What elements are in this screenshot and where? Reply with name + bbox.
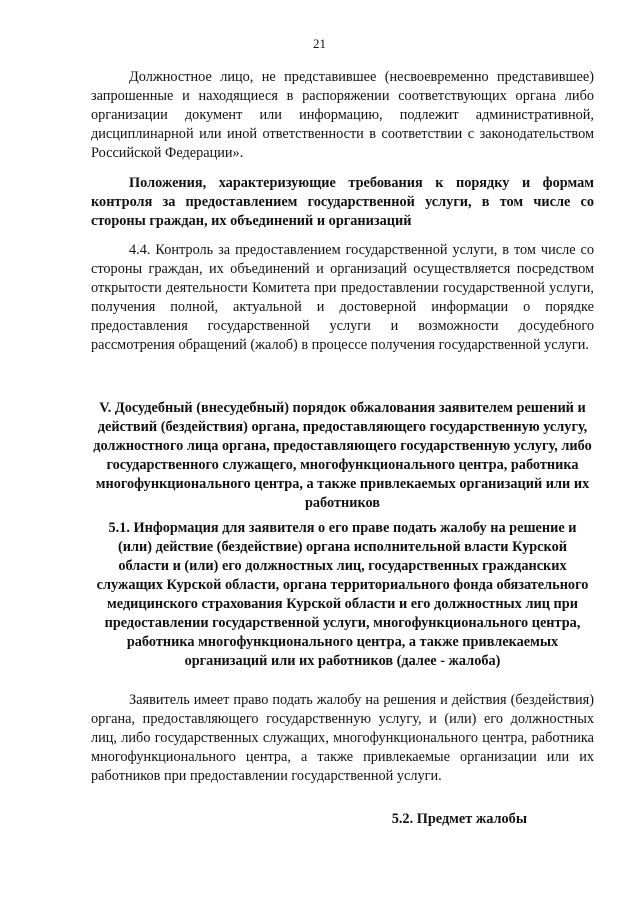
paragraph-4-4-control: 4.4. Контроль за предоставлением государственной услуги, в том числе со стороны граждан, их объединений и организаций осуществляется посредством открытости деятельности Комитета при предоставлении государственной услуги, получения полной, актуальной и достоверной информации о порядке предоставления государственной услуги и возможности досудебного рассмотрения обращений (жалоб) в процессе получения государственной услуги. bbox=[91, 242, 594, 353]
paragraph-applicant-right: Заявитель имеет право подать жалобу на решения и действия (бездействия) органа, предоставляющего государственную услугу, и (или) его должностных лиц, либо государственных служащих, многофункционального центра, работника многофункционального центра, а также привлекаемые организации или их работников при предоставлении государственной услуги. bbox=[91, 692, 594, 784]
page-number: 21 bbox=[313, 36, 326, 51]
paragraph-official-liability: Должностное лицо, не представившее (несвоевременно представившее) запрошенные и находящиеся в распоряжении соответствующих органа либо организации документ или информацию, подлежит административной, дисциплинарной или иной ответственности в соответствии с законодательством Российской Федерации». bbox=[91, 69, 594, 161]
heading-section-v-appeal-procedure: V. Досудебный (внесудебный) порядок обжалования заявителем решений и действий (бездействия) органа, предоставляющего государственную услугу, должностного лица органа, предоставляющего государственную услугу, либо государственного служащего, многофункционального центра, работника многофункционального центра, а также привлекаемых организаций или их работников bbox=[93, 400, 592, 511]
heading-5-2-complaint-subject: 5.2. Предмет жалобы bbox=[391, 811, 527, 827]
heading-control-requirements: Положения, характеризующие требования к порядку и формам контроля за предоставлением государственной услуги, в том числе со стороны граждан, их объединений и организаций bbox=[91, 175, 594, 229]
heading-5-1-complaint-right: 5.1. Информация для заявителя о его праве подать жалобу на решение и (или) действие (бездействие) органа исполнительной власти Курской области и (или) его должностных лиц, государственных гражданских служащих Курской области, органа территориального фонда обязательного медицинского страхования Курской области и его должностных лиц при предоставлении государственной услуги, многофункционального центра, работника многофункционального центра, а также привлекаемых организаций или их работников (далее - жалоба) bbox=[96, 520, 589, 669]
